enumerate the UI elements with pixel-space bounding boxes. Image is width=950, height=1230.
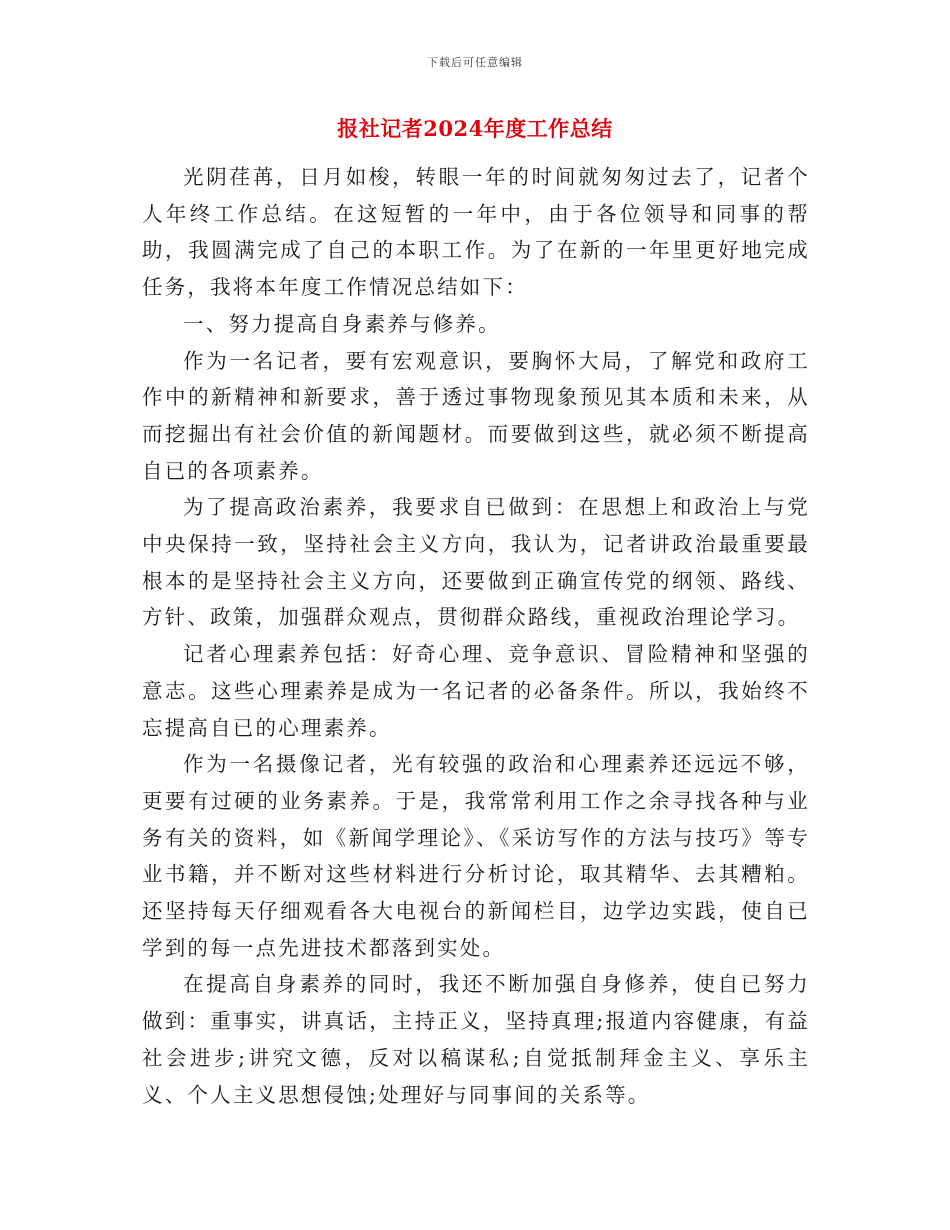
document-title: 报社记者2024年度工作总结 (337, 116, 613, 141)
document-body (142, 159, 810, 1113)
paragraph-awareness: 作为一名记者，要有宏观意识，要胸怀大局，了解党和政府工作中的新精神和新要求，善于透过事物现象预见其本质和未来，从而挖掘出有社会价值的新闻题材。而要做到这些，就必须不断提高自已的各项素养。 (142, 348, 810, 483)
paragraph-political: 为了提高政治素养，我要求自已做到：在思想上和政治上与党中央保持一致，坚持社会主义方向，我认为，记者讲政治最重要最根本的是坚持社会主义方向，还要做到正确宣传党的纲领、路线、方针、政策，加强群众观点，贯彻群众路线，重视政治理论学习。 (142, 495, 810, 630)
paragraph-section-heading: 一、努力提高自身素养与修养。 (183, 311, 501, 336)
paragraph-self-cultivation: 在提高自身素养的同时，我还不断加强自身修养，使自已努力做到：重事实，讲真话，主持正义，坚持真理;报道内容健康，有益社会进步;讲究文德，反对以稿谋私;自觉抵制拜金主义、享乐主义、个人主义思想侵蚀;处理好与同事间的关系等。 (142, 972, 810, 1107)
paragraph-psychological: 记者心理素养包括：好奇心理、竞争意识、冒险精神和坚强的意志。这些心理素养是成为一名记者的必备条件。所以，我始终不忘提高自已的心理素养。 (142, 642, 810, 740)
paragraph-professional: 作为一名摄像记者，光有较强的政治和心理素养还远远不够，更要有过硬的业务素养。于是，我常常利用工作之余寻找各种与业务有关的资料，如《新闻学理论》、《采访写作的方法与技巧》等专业书籍，并不断对这些材料进行分析讨论，取其精华、去其糟粕。还坚持每天仔细观看各大电视台的新闻栏目，边学边实践，使自已学到的每一点先进技术都落到实处。 (142, 752, 810, 960)
header-note: 下载后可任意编辑 (427, 56, 523, 69)
paragraph-intro: 光阴荏苒，日月如梭，转眼一年的时间就匆匆过去了，记者个人年终工作总结。在这短暂的一年中，由于各位领导和同事的帮助，我圆满完成了自己的本职工作。为了在新的一年里更好地完成任务，我将本年度工作情况总结如下： (142, 165, 810, 300)
